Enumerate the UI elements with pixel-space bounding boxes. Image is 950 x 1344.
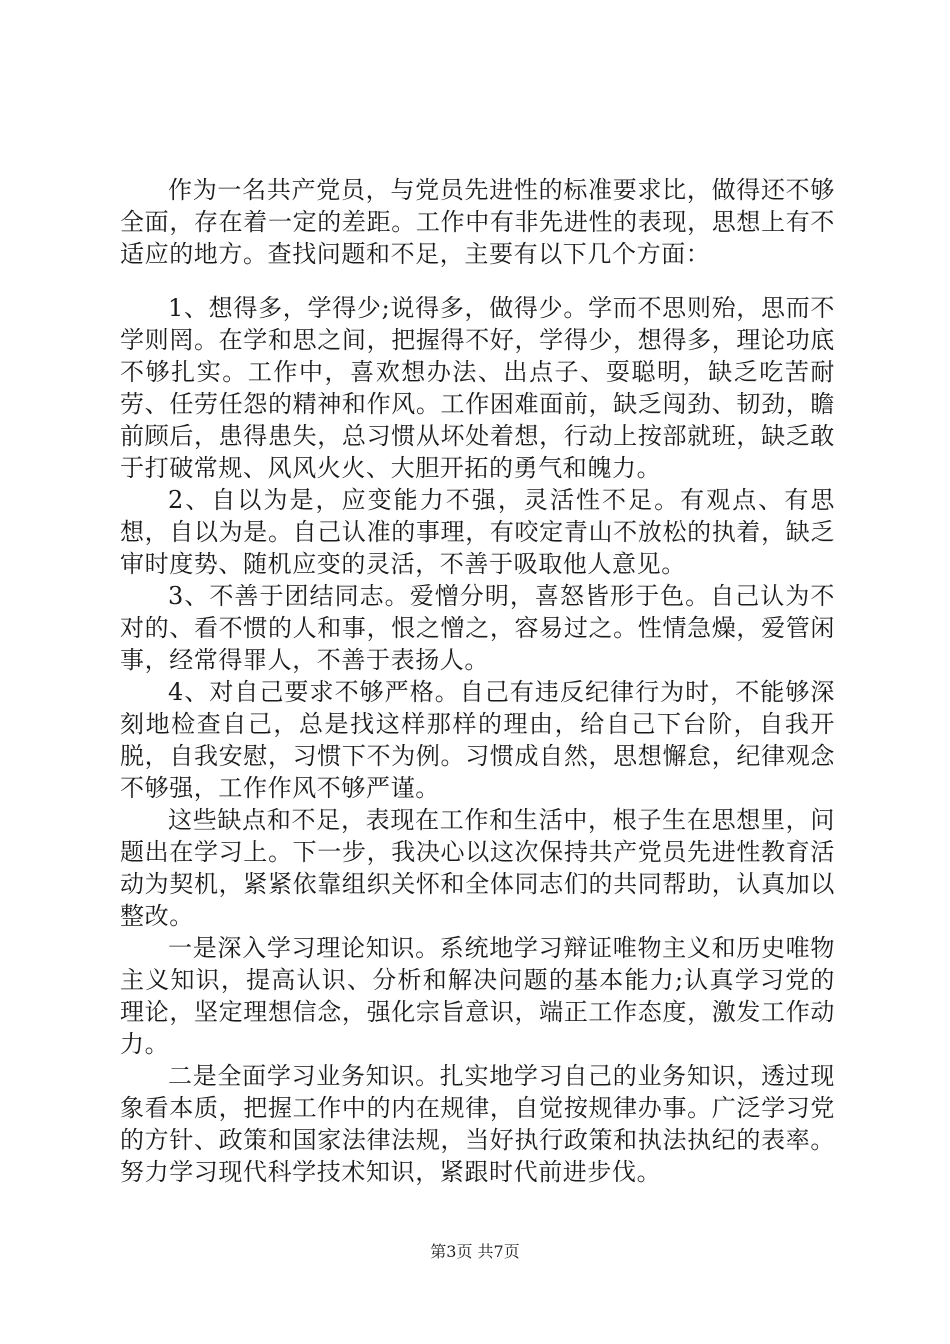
paragraph-point-3: 3、不善于团结同志。爱憎分明，喜怒皆形于色。自己认为不对的、看不惯的人和事，恨之憎之，容易过之。性情急燥，爱管闲事，经常得罪人，不善于表扬人。 (120, 582, 835, 674)
paragraph-point-4: 4、对自己要求不够严格。自己有违反纪律行为时，不能够深刻地检查自己，总是找这样那样的理由，给自己下台阶，自我开脱，自我安慰，习惯下不为例。习惯成自然，思想懈怠，纪律观念不够强，工作作风不够严谨。 (120, 678, 835, 802)
paragraph-point-2: 2、自以为是，应变能力不强，灵活性不足。有观点、有思想，自以为是。自己认准的事理，有咬定青山不放松的执着，缺乏审时度势、随机应变的灵活，不善于吸取他人意见。 (120, 486, 835, 578)
page-number-footer: 第3页 共7页 (430, 1242, 520, 1261)
paragraph-plan-1: 一是深入学习理论知识。系统地学习辩证唯物主义和历史唯物主义知识，提高认识、分析和解决问题的基本能力;认真学习党的理论，坚定理想信念，强化宗旨意识，端正工作态度，激发工作动力。 (120, 934, 835, 1058)
body-text (120, 174, 835, 1188)
intro-paragraph: 作为一名共产党员，与党员先进性的标准要求比，做得还不够全面，存在着一定的差距。工作中有非先进性的表现，思想上有不适应的地方。查找问题和不足，主要有以下几个方面： (120, 176, 835, 268)
paragraph-summary: 这些缺点和不足，表现在工作和生活中，根子生在思想里，问题出在学习上。下一步，我决心以这次保持共产党员先进性教育活动为契机，紧紧依靠组织关怀和全体同志们的共同帮助，认真加以整改。 (120, 806, 835, 930)
paragraph-plan-2: 二是全面学习业务知识。扎实地学习自己的业务知识，透过现象看本质，把握工作中的内在规律，自觉按规律办事。广泛学习党的方针、政策和国家法律法规，当好执行政策和执法执纪的表率。努力学习现代科学技术知识，紧跟时代前进步伐。 (120, 1062, 835, 1186)
paragraph-point-1: 1、想得多，学得少;说得多，做得少。学而不思则殆，思而不学则罔。在学和思之间，把握得不好，学得少，想得多，理论功底不够扎实。工作中，喜欢想办法、出点子、耍聪明，缺乏吃苦耐劳、任劳任怨的精神和作风。工作困难面前，缺乏闯劲、韧劲，瞻前顾后，患得患失，总习惯从坏处着想，行动上按部就班，缺乏敢于打破常规、风风火火、大胆开拓的勇气和魄力。 (120, 294, 835, 482)
